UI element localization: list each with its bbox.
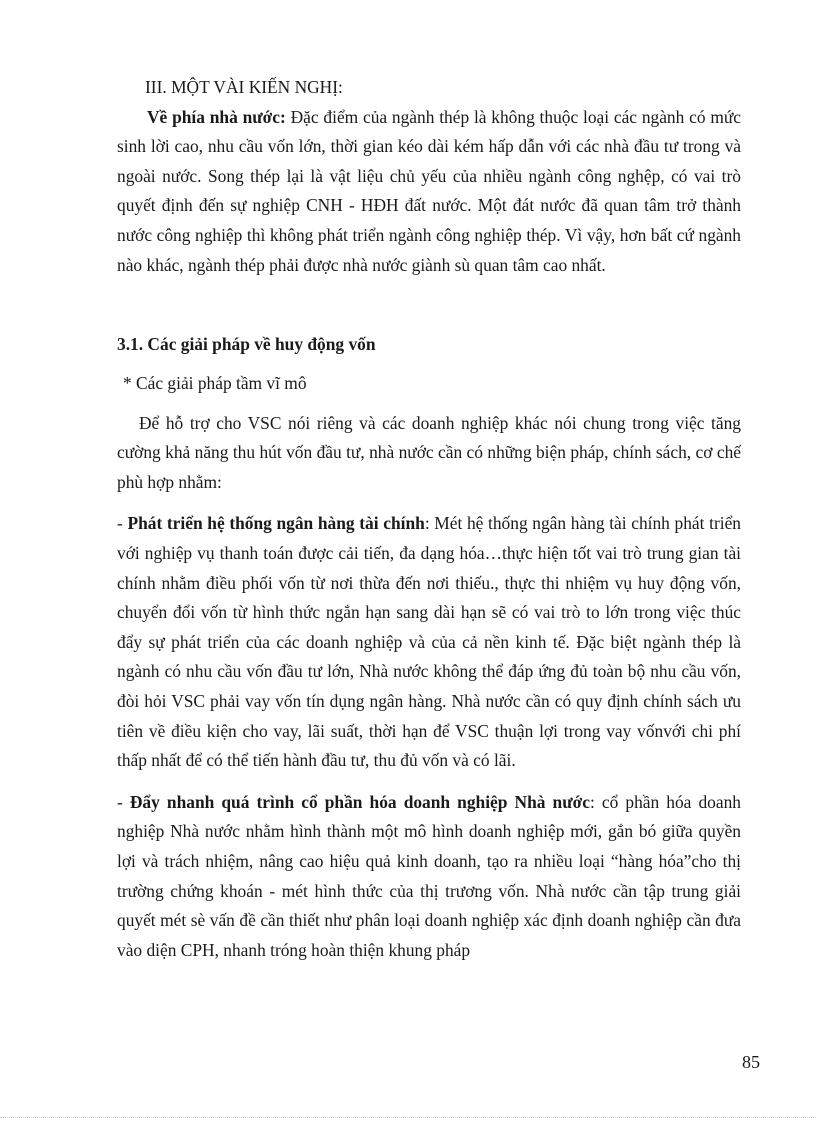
page-number: 85	[742, 1052, 760, 1072]
bank-body: : Mét hệ thống ngân hàng tài chính phát triển với nghiệp vụ thanh toán được cải tiến, đa dạng hóa…thực hiện tốt vai trò trung gian tài chính nhằm điều phối vốn từ nơi thừa đến nơi thiếu., thực thi nhiệm vụ huy động vốn, chuyển đổi vốn từ hình thức ngắn hạn sang dài hạn sẽ có vai trò to lớn trong việc thúc đẩy sự phát triển của các doanh nghiệp và của cả nền kinh tế. Đặc biệt ngành thép là ngành có nhu cầu vốn đầu tư lớn, Nhà nước không thể đáp ứng đủ toàn bộ nhu cầu vốn, đòi hỏi VSC phải vay vốn tín dụng ngân hàng. Nhà nước cần có quy định chính sách ưu tiên về điều kiện cho vay, lãi suất, thời hạn để VSC thuận lợi trong vay vốnvới chi phí thấp nhất để có thể tiến hành đầu tư, thu đủ vốn và có lãi.	[117, 513, 741, 771]
subsection-heading: 3.1. Các giải pháp về huy động vốn	[117, 334, 376, 354]
solutions-block	[117, 369, 741, 965]
state-lead: Về phía nhà nước:	[147, 106, 286, 127]
equitization-body: : cổ phần hóa doanh nghiệp Nhà nước nhằm hình thành một mô hình doanh nghiệp mới, gắn bó giữa quyền lợi và trách nhiệm, nâng cao hiệu quả kinh doanh, tạo ra nhiều loại “hàng hóa”cho thị trường chứng khoán - mét hình thức của thị trương vốn. Nhà nước cần tập trung giải quyết mét sè vấn đề cần thiết như phân loại doanh nghiệp xác định doanh nghiệp cần đưa vào diện CPH, nhanh tróng hoàn thiện khung pháp	[117, 791, 741, 960]
state-body: Đặc điểm của ngành thép là không thuộc loại các ngành có mức sinh lời cao, nhu cầu vốn lớn, thời gian kéo dài kém hấp dẫn với các nhà đầu tư trong và ngoài nước. Song thép lại là vật liệu chủ yếu của nhiều ngành công nghệp, có vai trò quyết định đến sự nghiệp CNH - HĐH đất nước. Một đát nước đã quan tâm trở thành nước công nghiệp thì không phát triển ngành công nghiệp thép. Vì vậy, hơn bất cứ ngành nào khác, ngành thép phải được nhà nước giành sù quan tâm cao nhất.	[117, 106, 741, 275]
state-recommendation-block	[117, 73, 741, 280]
section-heading: III. MỘT VÀI KIẾN NGHỊ:	[145, 77, 343, 97]
equitization-dash: -	[117, 791, 130, 812]
bank-lead: Phát triển hệ thống ngân hàng tài chính	[127, 513, 425, 534]
page-bottom-divider	[0, 1117, 816, 1118]
equitization-lead: Đẩy nhanh quá trình cổ phần hóa doanh nghiệp Nhà nước	[129, 791, 590, 812]
equitization-paragraph	[117, 788, 741, 966]
bank-paragraph	[117, 509, 741, 775]
intro-paragraph: Để hỗ trợ cho VSC nói riêng và các doanh nghiệp khác nói chung trong việc tăng cường khả năng thu hút vốn đầu tư, nhà nước cần có những biện pháp, chính sách, cơ chế phù hợp nhằm:	[117, 412, 741, 492]
macro-label: * Các giải pháp tầm vĩ mô	[123, 373, 307, 393]
bank-dash: -	[117, 513, 128, 534]
state-paragraph	[117, 103, 741, 281]
